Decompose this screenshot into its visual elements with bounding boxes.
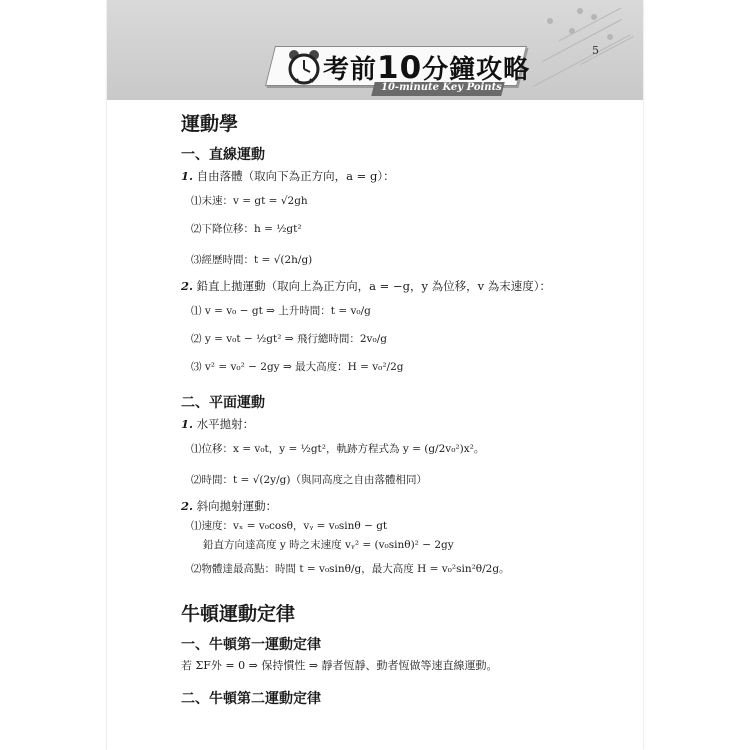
formula-line: ⑴末速：v = gt = √2gh: [191, 194, 308, 207]
list-item: 1. 水平拋射：: [181, 417, 255, 431]
formula-line: ⑴ v = v₀ − gt ⇒ 上升時間：t = v₀/g: [191, 304, 371, 317]
section-title-planar-motion: 二、平面運動: [181, 395, 265, 411]
formula-line: ⑶經歷時間：t = √(2h/g): [191, 253, 313, 266]
section-title-newton-second-law: 二、牛頓第二運動定律: [181, 691, 321, 707]
chapter-title-kinematics: 運動學: [181, 113, 239, 135]
formula-line: 鉛直方向達高度 y 時之末速度 vᵧ² = (v₀sinθ)² − 2gy: [203, 538, 454, 551]
formula-line: ⑵時間：t = √(2y/g)（與同高度之自由落體相同）: [191, 473, 427, 486]
formula-line: ⑴速度：vₓ = v₀cosθ，vᵧ = v₀sinθ − gt: [191, 519, 388, 532]
section-title-linear-motion: 一、直線運動: [181, 147, 265, 163]
list-item: 2. 斜向拋射運動：: [181, 499, 278, 513]
alarm-clock-icon: [285, 48, 323, 86]
banner-subtitle: 10-minute Key Points: [381, 82, 502, 93]
paragraph: 若 ΣF外 = 0 ⇒ 保持慣性 ⇒ 靜者恆靜、動者恆做等速直線運動。: [181, 659, 498, 672]
section-title-newton-first-law: 一、牛頓第一運動定律: [181, 637, 321, 653]
banner-title: 考前10分鐘攻略: [323, 50, 531, 86]
page-content: [181, 110, 621, 710]
list-item: 2. 鉛直上拋運動（取向上為正方向，a = −g，y 為位移，v 為末速度）：: [181, 279, 552, 293]
page-number: 5: [592, 44, 599, 57]
chapter-title-newton-laws: 牛頓運動定律: [181, 603, 296, 625]
formula-line: ⑵下降位移：h = ½gt²: [191, 222, 302, 235]
formula-line: ⑴位移：x = v₀t，y = ½gt²，軌跡方程式為 y = (g/2v₀²)x²。: [191, 442, 485, 455]
formula-line: ⑵物體達最高點：時間 t = v₀sinθ/g，最大高度 H = v₀²sin²θ/2g。: [191, 562, 510, 575]
chapter-banner: [265, 46, 531, 98]
list-item: 1. 自由落體（取向下為正方向，a = g）：: [181, 169, 395, 183]
formula-line: ⑵ y = v₀t − ½gt² ⇒ 飛行總時間：2v₀/g: [191, 332, 387, 345]
book-page: [107, 0, 643, 750]
formula-line: ⑶ v² = v₀² − 2gy ⇒ 最大高度：H = v₀²/2g: [191, 360, 404, 373]
